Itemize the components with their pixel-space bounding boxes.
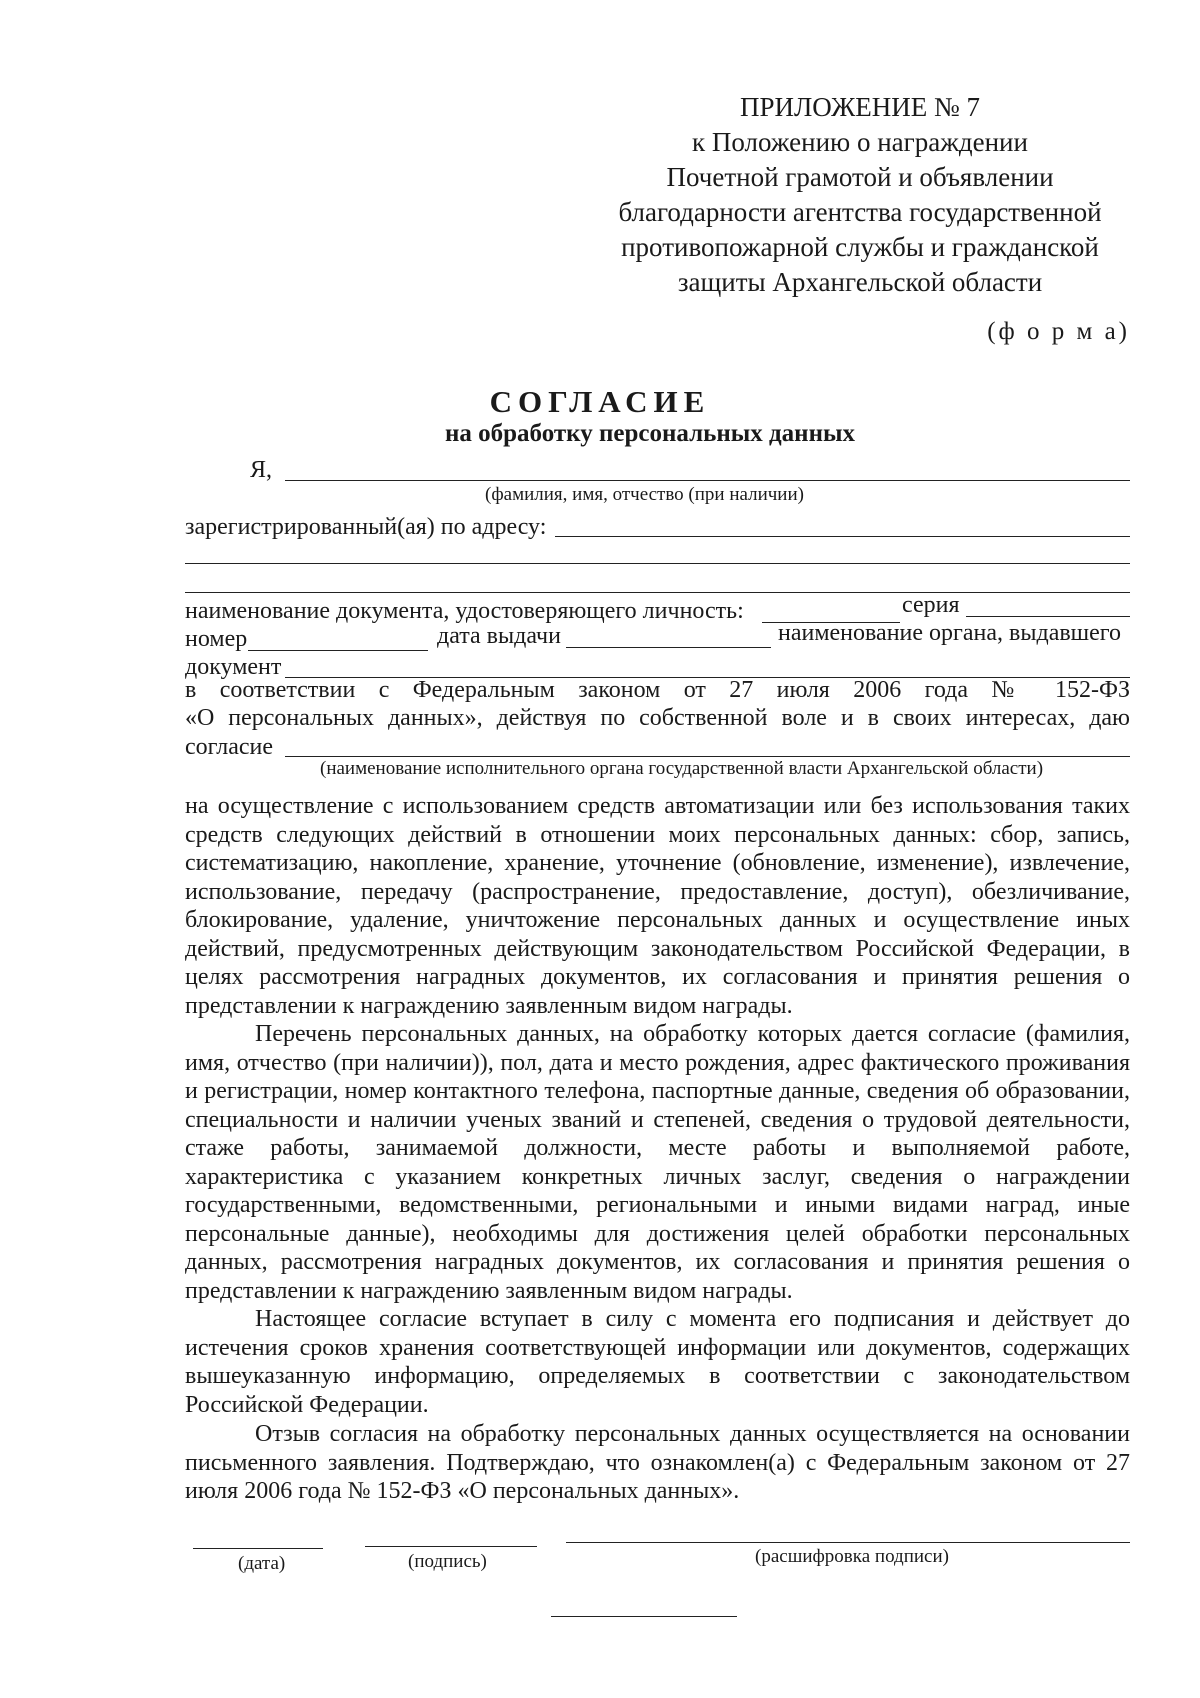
fio-hint: (фамилия, имя, отчество (при наличии) [485,484,804,505]
body-paragraph-3: Настоящее согласие вступает в силу с момента его подписания и действует до истечения сроков хранения соответствующей информации или документов, содержащих вышеуказанную информацию, определяемых в соответствии с законодательством Российской Федерации. [185,1306,1130,1418]
form-label: (ф о р м а) [987,318,1130,345]
consent-label: согласие [185,734,274,760]
fio-field-line[interactable] [285,480,1130,481]
series-label: серия [902,592,960,618]
address-field-line-2[interactable] [185,563,1130,564]
body-paragraph-4: Отзыв согласия на обработку персональных данных осуществляется на основании письменного заявления. Подтверждаю, что ознакомлен(а) с Федеральным законом от 27 июля 2006 года № 152-ФЗ «О персональных данных». [185,1421,1130,1504]
appendix-line: к Положению о награждении [692,127,1028,157]
number-field-line[interactable] [248,650,428,651]
address-field-line-3[interactable] [185,592,1130,593]
id-doc-label: наименование документа, удостоверяющего личность: [185,598,744,624]
address-label: зарегистрированный(ая) по адресу: [185,514,547,540]
authority-hint: (наименование исполнительного органа государственной власти Архангельской области) [320,758,1044,779]
signature-hint: (подпись) [408,1551,487,1572]
i-label: Я, [250,457,273,483]
body-paragraph-2: Перечень персональных данных, на обработку которых дается согласие (фамилия, имя, отчество (при наличии)), пол, дата и место рождения, адрес фактического проживания и регистрации, номер контактного телефона, паспортные данные, сведения об образовании, специальности и наличии ученых званий и степеней, сведения о трудовой деятельности, стаже работы, занимаемой должности, месте работы и выполняемой работе, характеристика с указанием конкретных личных заслуг, сведения о награждении государственными, ведомственными, региональными и иными видами наград, иные персональные данные), необходимы для достижения целей обработки персональных данных, рассмотрения наградных документов, их согласования и принятия решения о представлении к награждению заявленным видом награды. [185,1021,1130,1304]
appendix-line: противопожарной службы и гражданской [621,232,1099,262]
decoding-field-line[interactable] [566,1542,1130,1543]
bottom-field-line[interactable] [551,1616,737,1617]
law-line-1: в соответствии с Федеральным законом от 27 июля 2006 года № 152-ФЗ [185,677,1130,703]
appendix-header [590,90,1130,300]
issuer-label: наименование органа, выдавшего [778,620,1122,646]
address-field-line[interactable] [555,536,1130,537]
appendix-line: защиты Архангельской области [677,267,1043,297]
authority-field-line[interactable] [285,756,1130,757]
document-label: документ [185,654,282,680]
issue-date-label: дата выдачи [437,623,561,649]
series-field-line[interactable] [966,616,1130,617]
law-line-2: «О персональных данных», действуя по собственной воле и в своих интересах, даю [185,705,1130,731]
number-label: номер [185,626,248,652]
document-title: СОГЛАСИЕ [489,384,711,419]
appendix-title: ПРИЛОЖЕНИЕ № 7 [739,92,981,122]
appendix-line: благодарности агентства государственной [618,197,1102,227]
document-subtitle: на обработку персональных данных [445,420,855,447]
decoding-hint: (расшифровка подписи) [755,1546,949,1567]
issue-date-field-line[interactable] [566,647,771,648]
appendix-line: Почетной грамотой и объявлении [666,162,1054,192]
date-hint: (дата) [238,1553,286,1574]
date-field-line[interactable] [193,1548,323,1549]
body-paragraph-1: на осуществление с использованием средств автоматизации или без использования таких средств следующих действий в отношении моих персональных данных: сбор, запись, систематизацию, накопление, хранение, уточнение (обновление, изменение), извлечение, использование, передачу (распространение, предоставление, доступ), обезличивание, блокирование, удаление, уничтожение персональных данных и осуществление иных действий, предусмотренных действующим законодательством Российской Федерации, в целях рассмотрения наградных документов, их согласования и принятия решения о представлении к награждению заявленным видом награды. [185,793,1130,1019]
signature-field-line[interactable] [365,1546,537,1547]
